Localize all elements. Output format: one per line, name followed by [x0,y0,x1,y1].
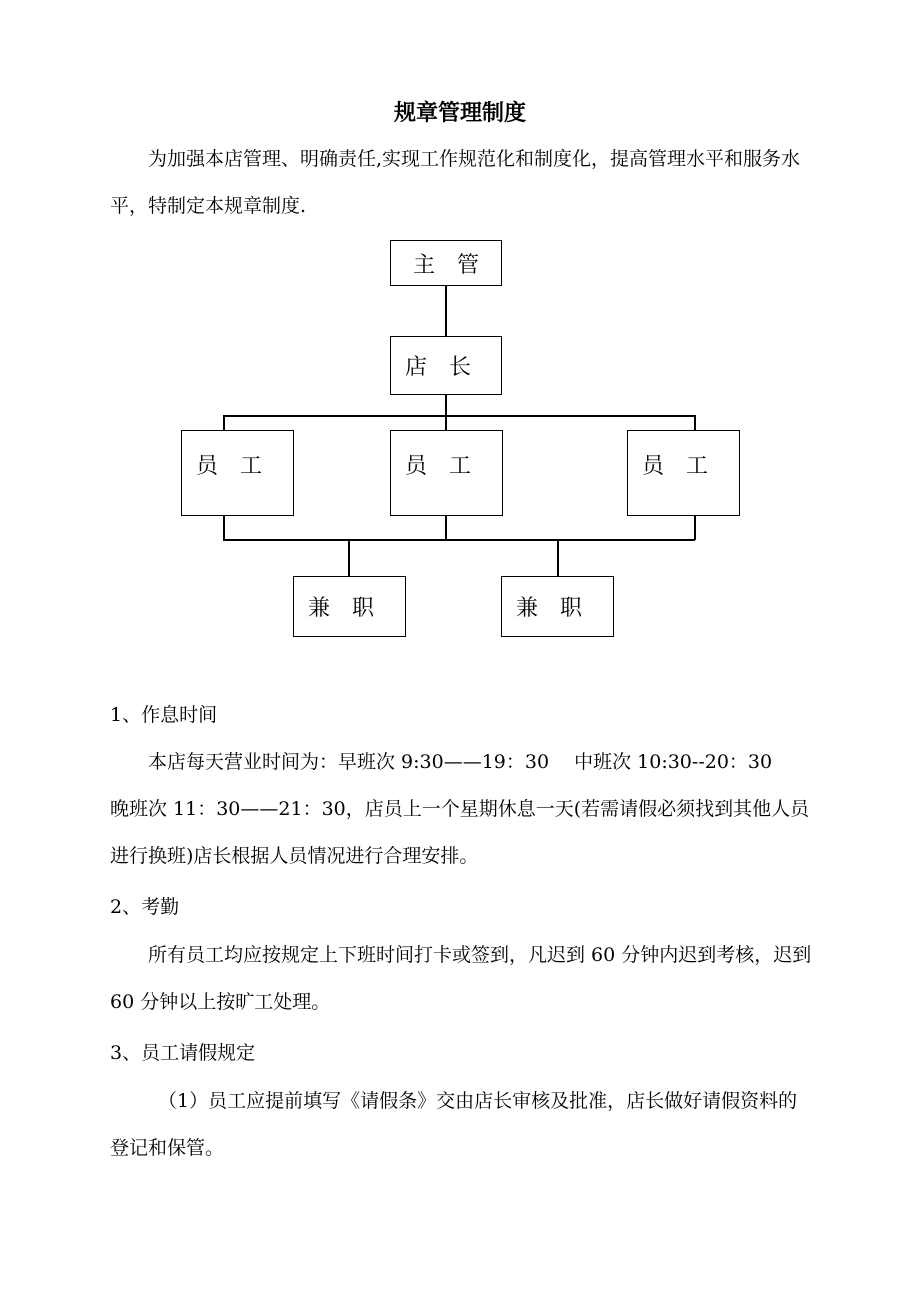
org-box-part-time-1: 兼职 [293,576,406,637]
connector [694,516,696,540]
org-box-part-time-2: 兼职 [501,576,614,637]
intro-paragraph: 为加强本店管理、明确责任,实现工作规范化和制度化，提高管理水平和服务水平，特制定本规章制度. [110,148,801,217]
org-box-staff-2: 员工 [390,430,503,516]
section-body: （1）员工应提前填写《请假条》交由店长审核及批准，店长做好请假资料的登记和保管。 [110,1090,798,1159]
connector [223,415,225,431]
org-box-staff-3: 员工 [627,430,740,516]
section-body: 所有员工均应按规定上下班时间打卡或签到，凡迟到 60 分钟内迟到考核，迟到 60 分钟以上按旷工处理。 [110,944,812,1013]
connector [445,415,447,431]
org-box-store-manager: 店长 [390,336,502,395]
connector [223,539,695,541]
org-box-supervisor: 主管 [390,240,502,286]
connector [445,395,447,416]
section-heading: 2、考勤 [110,896,180,918]
org-box-staff-1: 员工 [181,430,294,516]
connector [348,539,350,576]
section-heading: 1、作息时间 [110,704,218,726]
page-title: 规章管理制度 [393,101,526,126]
connector [557,539,559,576]
connector [694,415,696,431]
section-heading: 3、员工请假规定 [110,1042,256,1064]
connector [223,415,695,417]
section-body: 本店每天营业时间为：早班次 9:30——19：30 中班次 10:30--20：30 晚班次 11：30——21：30，店员上一个星期休息一天(若需请假必须找到其他人员进行换班)店长根据人员情况进行合理安排。 [110,751,810,867]
connector [223,516,225,540]
connector [445,286,447,336]
connector [445,516,447,540]
